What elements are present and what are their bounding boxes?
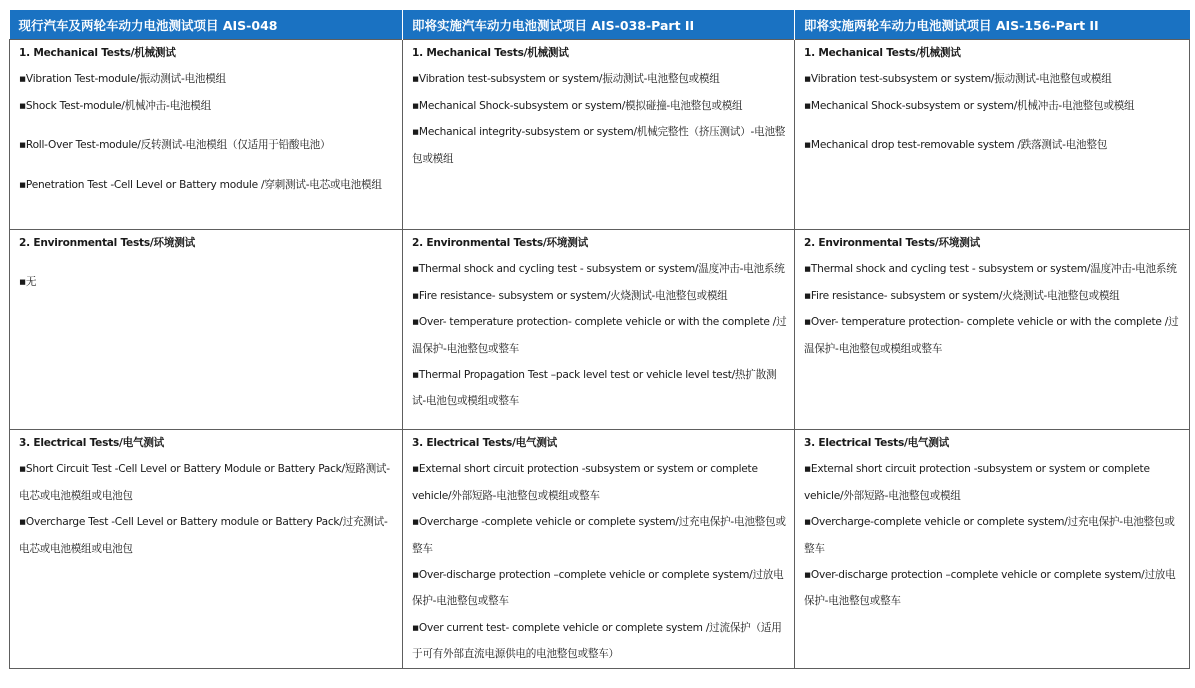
row-mechanical-tests [10,40,1190,230]
test-item: ▪Thermal Propagation Test –pack level test or vehicle level test/热扩散测试-电池包或模组或整车 [412,369,777,408]
cell-mechanical-ais-038 [403,40,795,230]
header-ais-048: 现行汽车及两轮车动力电池测试项目 AIS-048 [10,10,403,40]
section-title: 1. Mechanical Tests/机械测试 [412,47,569,59]
test-item: ▪Over-discharge protection –complete vehicle or complete system/过放电保护-电池整包或整车 [804,569,1176,608]
test-item: ▪Fire resistance- subsystem or system/火烧测试-电池整包或模组 [412,289,728,302]
test-item: ▪Mechanical Shock-subsystem or system/模拟碰撞-电池整包或模组 [412,99,743,112]
section-title: 3. Electrical Tests/电气测试 [19,437,165,449]
test-item: ▪Thermal shock and cycling test - subsystem or system/温度冲击-电池系统 [412,263,785,276]
test-item: ▪Roll-Over Test-module/反转测试-电池模组（仅适用于铅酸电池） [19,139,331,152]
test-item: ▪Vibration test-subsystem or system/振动测试-电池整包或模组 [804,73,1112,86]
section-title: 3. Electrical Tests/电气测试 [804,437,950,449]
cell-mechanical-ais-048 [10,40,403,230]
test-item: ▪Over- temperature protection- complete vehicle or with the complete /过温保护-电池整包或整车 [412,316,787,355]
test-item: ▪Fire resistance- subsystem or system/火烧测试-电池整包或模组 [804,289,1120,302]
test-item: ▪External short circuit protection -subsystem or system or complete vehicle/外部短路-电池整包或模组 [804,463,1150,502]
test-item: ▪Over current test- complete vehicle or complete system /过流保护（适用于可有外部直流电源供电的电池整包或整车） [412,621,782,661]
header-row [10,10,1190,40]
cell-electrical-ais-038 [403,430,795,669]
section-title: 1. Mechanical Tests/机械测试 [804,47,961,59]
battery-test-comparison-table [9,10,1190,669]
test-item: ▪Overcharge-complete vehicle or complete system/过充电保护-电池整包或整车 [804,516,1175,555]
test-item: ▪Vibration test-subsystem or system/振动测试-电池整包或模组 [412,73,720,86]
test-item: ▪Over-discharge protection –complete vehicle or complete system/过放电保护-电池整包或整车 [412,569,784,608]
cell-environmental-ais-156 [795,230,1190,430]
test-item: ▪Penetration Test -Cell Level or Battery module /穿刺测试-电芯或电池模组 [19,178,382,191]
test-item: ▪Vibration Test-module/振动测试-电池模组 [19,73,226,86]
test-item: ▪Short Circuit Test -Cell Level or Battery Module or Battery Pack/短路测试-电芯或电池模组或电池包 [19,463,390,502]
cell-electrical-ais-048 [10,430,403,669]
section-title: 2. Environmental Tests/环境测试 [412,237,588,249]
section-title: 1. Mechanical Tests/机械测试 [19,47,176,59]
section-title: 2. Environmental Tests/环境测试 [19,237,195,249]
section-title: 2. Environmental Tests/环境测试 [804,237,980,249]
test-item: ▪Mechanical Shock-subsystem or system/机械冲击-电池整包或模组 [804,99,1135,112]
test-item: ▪Overcharge -complete vehicle or complete system/过充电保护-电池整包或整车 [412,516,786,555]
test-item: ▪Mechanical drop test-removable system /跌落测试-电池整包 [804,139,1108,152]
test-item: ▪External short circuit protection -subsystem or system or complete vehicle/外部短路-电池整包或模组或整车 [412,463,758,502]
test-item: ▪Mechanical integrity-subsystem or system/机械完整性（挤压测试）-电池整包或模组 [412,126,786,165]
header-ais-038-part-ii: 即将实施汽车动力电池测试项目 AIS-038-Part II [403,10,795,40]
cell-environmental-ais-038 [403,230,795,430]
cell-electrical-ais-156 [795,430,1190,669]
test-item: ▪Overcharge Test -Cell Level or Battery module or Battery Pack/过充测试-电芯或电池模组或电池包 [19,516,388,555]
row-environmental-tests [10,230,1190,430]
row-electrical-tests [10,430,1190,669]
section-title: 3. Electrical Tests/电气测试 [412,437,558,449]
test-item: ▪Shock Test-module/机械冲击-电池模组 [19,99,211,112]
cell-mechanical-ais-156 [795,40,1190,230]
test-item: ▪无 [19,276,37,289]
test-item: ▪Thermal shock and cycling test - subsystem or system/温度冲击-电池系统 [804,263,1177,276]
cell-environmental-ais-048 [10,230,403,430]
header-ais-156-part-ii: 即将实施两轮车动力电池测试项目 AIS-156-Part II [795,10,1190,40]
test-item: ▪Over- temperature protection- complete vehicle or with the complete /过温保护-电池整包或模组或整车 [804,316,1179,355]
